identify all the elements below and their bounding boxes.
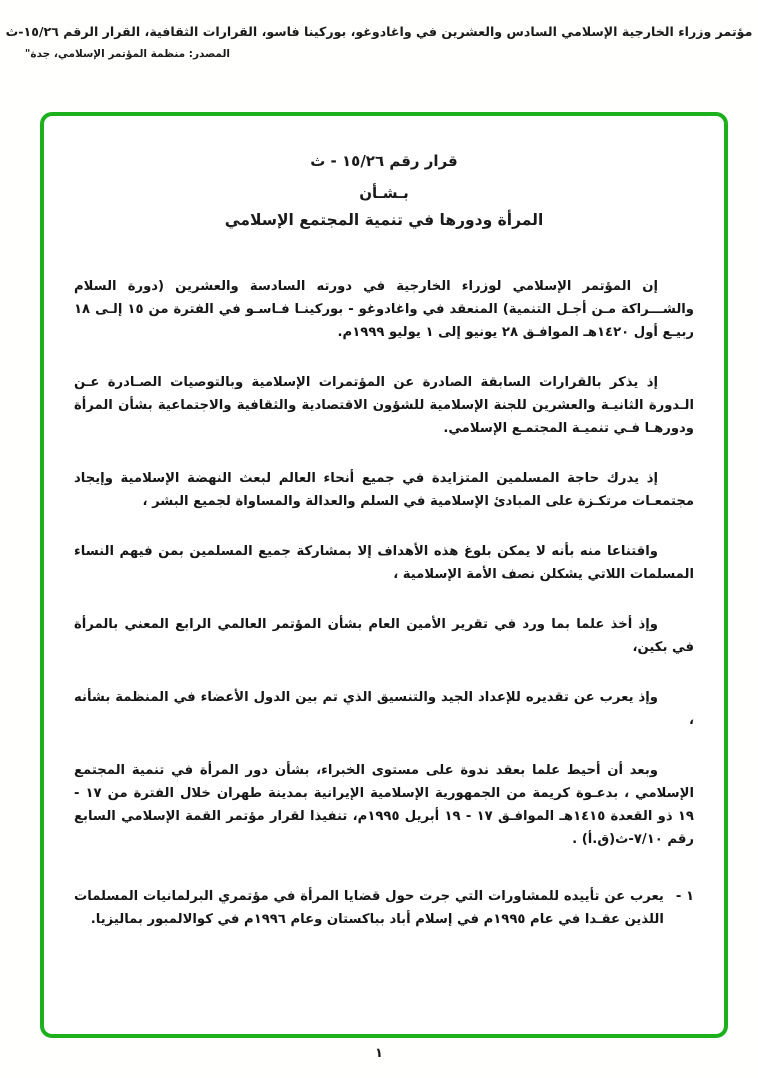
preamble-paragraph-5: وإذ أخذ علما بما ورد في تقرير الأمين العام بشأن المؤتمر العالمي الرابع المعني بالمرأة في بكين،: [74, 617, 694, 655]
preamble-paragraph-1: إن المؤتمر الإسلامي لوزراء الخارجية في دورته السادسة والعشرين (دورة السلام والشـــراكة مـن أجـل التنمية) المنعقد في واغادوغو - بوركينـا فـاسـو في الفترة من ١٥ إلـى ١٨ ربيـع أول ١٤٢٠هـ الموافـق ٢٨ يونيو إلى ١ يوليو ١٩٩٩م.: [74, 279, 694, 340]
header-source: المصدر: منظمة المؤتمر الإسلامي، جدة": [24, 48, 230, 60]
page-number: ١: [375, 1046, 383, 1061]
resolution-number: قرار رقم ١٥/٢٦ - ث: [310, 152, 458, 170]
item-number: ١ -: [675, 889, 694, 904]
resolution-body: [74, 275, 694, 931]
resolution-frame: [40, 112, 728, 1038]
preamble-paragraph-4: واقتناعا منه بأنه لا يمكن بلوغ هذه الأهداف إلا بمشاركة جميع المسلمين بمن فيهم النساء المسلمات اللاتي يشكلن نصف الأمة الإسلامية ،: [74, 544, 694, 582]
title-block: [74, 152, 694, 229]
preamble-paragraph-2: إذ يذكر بالقرارات السابقة الصادرة عن المؤتمرات الإسلامية وبالتوصيات الصـادرة عـن الـدورة الثانيـة والعشرين للجنة الإسلامية للشؤون الاقتصادية والثقافية والاجتماعية بشأن المرأة ودورهـا فـي تنميـة المجتمـع الإسلامي.: [74, 375, 694, 436]
header-citation: مؤتمر وزراء الخارجية الإسلامي السادس والعشرين في واغادوغو، بوركينا فاسو، القرارات الثقافية، القرار الرقم ١٥/٢٦-ث: [5, 24, 753, 39]
resolution-subject: المرأة ودورها في تنمية المجتمع الإسلامي: [224, 211, 544, 229]
title-regarding: بـشـأن: [359, 184, 409, 202]
item-text: يعرب عن تأييده للمشاورات التي جرت حول قضايا المرأة في مؤتمري البرلمانيات المسلمات اللذين عقـدا في عام ١٩٩٥م في إسلام أباد بباكستان وعام ١٩٩٦م في كوالالمبور بماليزيا.: [74, 889, 664, 927]
preamble-paragraph-3: إذ يدرك حاجة المسلمين المتزايدة في جميع أنحاء العالم لبعث النهضة الإسلامية وإيجاد مجتمعـات مرتكـزة على المبادئ الإسلامية في السلم والعدالة والمساواة لجميع البشر ،: [74, 471, 694, 509]
document-header: [0, 0, 758, 60]
preamble-paragraph-6: وإذ يعرب عن تقديره للإعداد الجيد والتنسيق الذي تم بين الدول الأعضاء في المنظمة بشأنه ،: [74, 690, 694, 728]
preamble-paragraph-7: وبعد أن أحيط علما بعقد ندوة على مستوى الخبراء، بشأن دور المرأة في تنمية المجتمع الإسلامي ، بدعـوة كريمة من الجمهورية الإسلامية الإيرانية بمدينة طهران خلال الفترة من ١٧ - ١٩ ذو القعدة ١٤١٥هـ الموافـق ١٧ - ١٩ أبريل ١٩٩٥م، تنفيذا لقرار مؤتمر القمة الإسلامي السابع رقم ٧/١٠-ث(ق.أ) .: [74, 763, 694, 847]
operative-item-1: [74, 885, 694, 931]
